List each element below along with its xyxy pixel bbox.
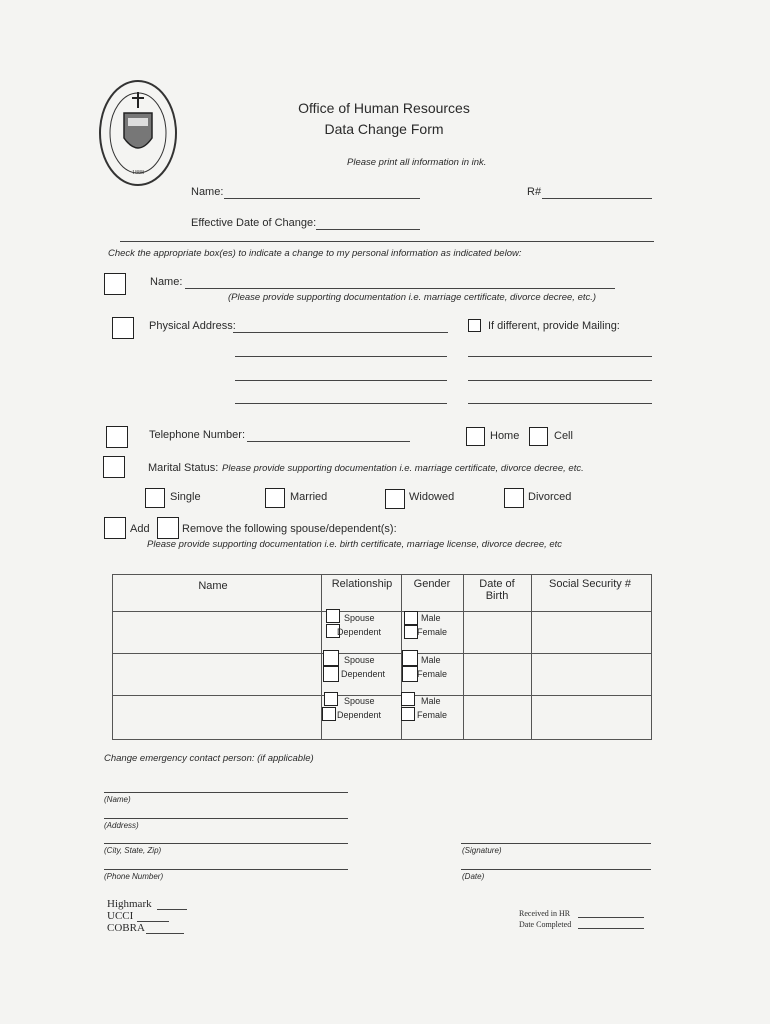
cobra-field[interactable] — [146, 933, 184, 934]
address-field-1[interactable] — [233, 332, 448, 333]
svg-text:1888: 1888 — [132, 170, 144, 176]
single-label: Single — [170, 491, 201, 503]
highmark-field[interactable] — [157, 909, 187, 910]
single-checkbox[interactable] — [145, 488, 165, 508]
emergency-address-label: (Address) — [104, 821, 139, 830]
dependent-checkbox[interactable] — [322, 707, 336, 721]
widowed-checkbox[interactable] — [385, 489, 405, 509]
r-number-field[interactable] — [542, 198, 652, 199]
emergency-city-field[interactable] — [104, 843, 348, 844]
telephone-label: Telephone Number: — [149, 429, 246, 441]
date-field[interactable] — [461, 869, 651, 870]
emergency-phone-label: (Phone Number) — [104, 872, 164, 881]
effective-date-field[interactable] — [316, 229, 420, 230]
dependent-label: Dependent — [337, 710, 382, 720]
emergency-phone-field[interactable] — [104, 869, 348, 870]
emergency-heading: Change emergency contact person: (if applicable) — [104, 753, 314, 764]
col-dob: Date of Birth — [479, 578, 515, 602]
received-label: Received in HR — [519, 909, 571, 918]
marital-label: Marital Status: — [148, 462, 219, 474]
form-title-line2: Data Change Form — [324, 121, 444, 137]
date-completed-field[interactable] — [578, 928, 644, 929]
check-instruction: Check the appropriate box(es) to indicate a change to my personal information as indicated below: — [108, 248, 522, 259]
mailing-checkbox[interactable] — [468, 319, 481, 332]
spouse-label: Spouse — [344, 696, 375, 706]
married-label: Married — [290, 491, 328, 503]
date-label: (Date) — [462, 872, 485, 881]
ink-instruction: Please print all information in ink. — [347, 157, 487, 168]
name-change-label: Name: — [150, 276, 183, 288]
male-label: Male — [421, 696, 441, 706]
add-dependent-checkbox[interactable] — [104, 517, 126, 539]
highmark-label: Highmark — [107, 898, 152, 910]
marital-checkbox[interactable] — [103, 456, 125, 478]
emergency-name-field[interactable] — [104, 792, 348, 793]
emergency-city-label: (City, State, Zip) — [104, 846, 162, 855]
address-field-4[interactable] — [235, 403, 447, 404]
add-label: Add — [130, 523, 150, 535]
home-checkbox[interactable] — [466, 427, 485, 446]
spouse-label: Spouse — [344, 613, 375, 623]
dependents-note: Please provide supporting documentation i.e. birth certificate, marriage license, divorce decree, etc — [147, 539, 563, 550]
dependent-label: Dependent — [341, 669, 386, 679]
mailing-field-3[interactable] — [468, 403, 652, 404]
remove-dependent-checkbox[interactable] — [157, 517, 179, 539]
female-checkbox[interactable] — [404, 625, 418, 639]
male-checkbox[interactable] — [404, 611, 418, 625]
spouse-checkbox[interactable] — [324, 692, 338, 706]
address-checkbox[interactable] — [112, 317, 134, 339]
name-change-field[interactable] — [185, 288, 615, 289]
male-label: Male — [421, 613, 441, 623]
col-name: Name — [198, 580, 228, 592]
cell-checkbox[interactable] — [529, 427, 548, 446]
address-label: Physical Address: — [149, 320, 236, 332]
remove-label: Remove the following spouse/dependent(s): — [182, 523, 397, 535]
name-change-checkbox[interactable] — [104, 273, 126, 295]
dependent-checkbox[interactable] — [323, 666, 339, 682]
female-checkbox[interactable] — [401, 707, 415, 721]
female-checkbox[interactable] — [402, 666, 418, 682]
female-label: Female — [417, 669, 448, 679]
emergency-name-label: (Name) — [104, 795, 131, 804]
divider — [120, 241, 654, 242]
col-relationship: Relationship — [331, 578, 393, 590]
mailing-label: If different, provide Mailing: — [488, 320, 620, 332]
female-label: Female — [417, 710, 448, 720]
col-gender: Gender — [413, 578, 451, 590]
address-field-3[interactable] — [235, 380, 447, 381]
name-change-note: (Please provide supporting documentation i.e. marriage certificate, divorce decree, etc.) — [228, 292, 597, 303]
marital-note: Please provide supporting documentation i.e. marriage certificate, divorce decree, etc. — [222, 463, 584, 474]
home-label: Home — [490, 430, 520, 442]
cell-label: Cell — [554, 430, 573, 442]
form-title-line1: Office of Human Resources — [298, 100, 470, 116]
mailing-field-2[interactable] — [468, 380, 652, 381]
ucci-label: UCCI — [107, 910, 134, 922]
signature-field[interactable] — [461, 843, 651, 844]
widowed-label: Widowed — [409, 491, 455, 503]
university-seal-logo — [98, 78, 178, 188]
dependent-label: Dependent — [337, 627, 382, 637]
col-ssn: Social Security # — [549, 578, 631, 590]
divorced-label: Divorced — [528, 491, 572, 503]
divorced-checkbox[interactable] — [504, 488, 524, 508]
telephone-field[interactable] — [247, 441, 410, 442]
spouse-label: Spouse — [344, 655, 375, 665]
spouse-checkbox[interactable] — [326, 609, 340, 623]
date-completed-label: Date Completed — [519, 920, 572, 929]
effective-date-label: Effective Date of Change: — [191, 217, 317, 229]
name-field[interactable] — [224, 198, 420, 199]
telephone-checkbox[interactable] — [106, 426, 128, 448]
dependents-table — [112, 574, 652, 740]
name-label: Name: — [191, 186, 224, 198]
male-checkbox[interactable] — [401, 692, 415, 706]
cobra-label: COBRA — [107, 922, 145, 934]
signature-label: (Signature) — [462, 846, 502, 855]
received-field[interactable] — [578, 917, 644, 918]
male-label: Male — [421, 655, 441, 665]
emergency-address-field[interactable] — [104, 818, 348, 819]
married-checkbox[interactable] — [265, 488, 285, 508]
address-field-2[interactable] — [235, 356, 447, 357]
r-number-label: R# — [527, 186, 542, 198]
female-label: Female — [417, 627, 448, 637]
male-checkbox[interactable] — [402, 650, 418, 666]
spouse-checkbox[interactable] — [323, 650, 339, 666]
mailing-field-1[interactable] — [468, 356, 652, 357]
